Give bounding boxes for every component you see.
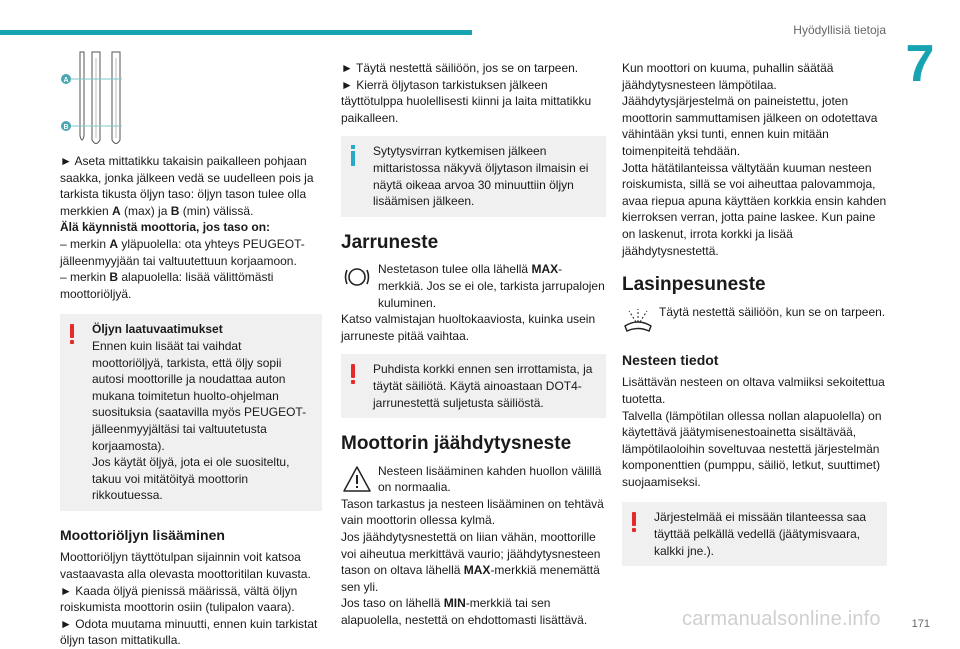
fill-instruction: ► Täytä nestettä säiliöön, jos se on tarpeen. <box>341 61 579 75</box>
chapter-number: 7 <box>905 35 935 93</box>
brake-fluid-heading: Jarruneste <box>341 231 439 253</box>
washer-fluid-heading: Lasinpesuneste <box>622 274 766 296</box>
above-a-item: – merkin A yläpuolella: ota yhteys PEUGEOT-jälleenmyyjään tai valtuutettuun korjaamoon. <box>60 236 305 268</box>
coolant-heading: Moottorin jäähdytysneste <box>341 433 572 455</box>
oil-quality-warning <box>60 314 322 511</box>
brake-text-2: Katso valmistajan huoltokaaviosta, kuinka usein jarruneste pitää vaihtaa. <box>341 312 596 343</box>
water-only-warning: Järjestelmää ei missään tilanteessa saa täyttää pelkällä vedellä (jäätymisvaara, kalkki jne.). <box>622 502 887 566</box>
spec-text-1: Lisättävän nesteen on oltava valmiiksi sekoitettua tuotetta. <box>622 375 885 406</box>
brake-fluid-warning: Puhdista korkki ennen sen irrottamista, ja täytät säiliötä. Käytä ainoastaan DOT4-jarrunestettä suljetusta säiliöstä. <box>341 354 606 418</box>
warning-exclamation-icon <box>69 324 75 344</box>
oil-indicator-info: Sytytysvirran kytkemisen jälkeen mittaristossa näkyvä öljytason ilmaisin ei näytä oikeaa arvoa 30 minuuttiin öljyn lisäämisen jälkeen. <box>341 136 606 216</box>
warning-exclamation-icon <box>350 364 356 384</box>
warning-triangle-icon <box>341 463 373 495</box>
spec-text-2: Talvella (lämpötilan ollessa nollan alapuolella) on käytettävä jäätymisenestoainetta sisältävää, lämpötilaoloihin soveltuvaa nestettä järjestelmän komponenttien (pumppu, säiliö, letkut, suuttimet) suojaamiseksi. <box>622 408 882 489</box>
cap-instruction: ► Kierrä öljytason tarkistuksen jälkeen täyttötulppa huolellisesti kiinni ja laita mittatikku paikalleen. <box>341 77 592 125</box>
washer-text: Täytä nestettä säiliöön, kun se on tarpeen. <box>659 304 886 319</box>
fluid-spec-heading: Nesteen tiedot <box>622 351 719 368</box>
warning-exclamation-icon <box>631 512 637 532</box>
hot-engine-text-1: Kun moottori on kuuma, puhallin säätää jäähdytysnesteen lämpötilaa. <box>622 61 834 92</box>
header-accent-bar <box>0 30 472 35</box>
dipstick-instruction: ► Aseta mittatikku takaisin paikalleen pohjaan saakka, jonka jälkeen vedä se uudelleen pois ja tarkista tikusta öljyn taso: öljyn tason tulee olla merkkien A (max) ja B (min) välissä. <box>60 154 314 218</box>
hot-engine-text-2: Jäähdytysjärjestelmä on paineistettu, joten moottorin sammuttamisen jälkeen on odotettava vähintään yksi tunti, ennen kuin mitään toimenpiteitä tehdään. <box>622 94 878 158</box>
below-b-item: – merkin B alapuolella: lisää välittömästi moottoriöljyä. <box>60 270 274 301</box>
column-3 <box>622 60 887 576</box>
dipstick-illustration <box>58 48 148 148</box>
column-2 <box>341 60 606 629</box>
oil-text-1: Moottoriöljyn täyttötulpan sijainnin voit katsoa vastaavasta alla olevasta moottoritilan kuvasta. <box>60 550 311 582</box>
windscreen-washer-icon <box>622 304 654 336</box>
coolant-text-4: Jos taso on lähellä MIN-merkkiä tai sen alapuolella, nestettä on ehdottomasti lisättävä. <box>341 596 588 628</box>
oil-text-3: ► Odota muutama minuutti, ennen kuin tarkistat öljyn tason mittatikulla. <box>60 616 318 648</box>
brake-text-1: Nestetason tulee olla lähellä MAX-merkkiä. Jos se ei ole, tarkista jarrupalojen kuluminen. <box>378 262 605 310</box>
label-a: A <box>63 77 69 84</box>
hot-engine-text-3: Jotta hätätilanteissa vältytään kuuman nesteen roiskumista, sillä se voi aiheuttaa palovammoja, avaa riepua apuna käyttäen korkkia ensin kahden kierroksen verran, jotta paine laskee. Kun paine on laskenut, irrota korkki ja lisää jäähdytysnestettä. <box>622 160 887 258</box>
coolant-text-2: Tason tarkastus ja nesteen lisääminen on tehtävä vain moottorin ollessa kylmä. <box>341 496 604 528</box>
do-not-start-heading: Älä käynnistä moottoria, jos taso on: <box>60 220 271 235</box>
note-text: Ennen kuin lisäät tai vaihdat moottoriöljyä, tarkista, että öljy sopii autosi moottorille ja noudattaa auton mukana toimitetun huolto-ohjelman suosituksia (saatavilla myös PEUGEOT-jälleenmyyjältäsi tai valtuutetusta korjaamosta). <box>92 338 307 453</box>
oil-adding-heading: Moottoriöljyn lisääminen <box>60 526 225 543</box>
watermark: carmanualsonline.info <box>682 608 881 630</box>
oil-text-2: ► Kaada öljyä pienissä määrissä, vältä öljyn roiskumista moottorin osiin (tulipalon vaara). <box>60 583 298 615</box>
label-b: B <box>63 124 69 131</box>
column-1 <box>60 153 322 649</box>
coolant-text-1: Nesteen lisääminen kahden huollon välillä on normaalia. <box>378 463 602 495</box>
info-icon <box>350 145 356 167</box>
note-title: Öljyn laatuvaatimukset <box>92 322 223 337</box>
note-text-2: Jos käytät öljyä, jota ei ole suositeltu, takuu voi mitätöityä moottorin rikkoutuessa. <box>92 455 290 503</box>
coolant-text-3: Jos jäähdytysnestettä on liian vähän, moottorille voi aiheutua merkittävä vaurio; jäähdytysnesteen tason on oltava lähellä MAX-merkkiä menemättä sen yli. <box>341 530 601 594</box>
page-number: 171 <box>911 618 930 630</box>
brake-circle-icon <box>341 261 373 293</box>
section-title: Hyödyllisiä tietoja <box>793 23 886 37</box>
